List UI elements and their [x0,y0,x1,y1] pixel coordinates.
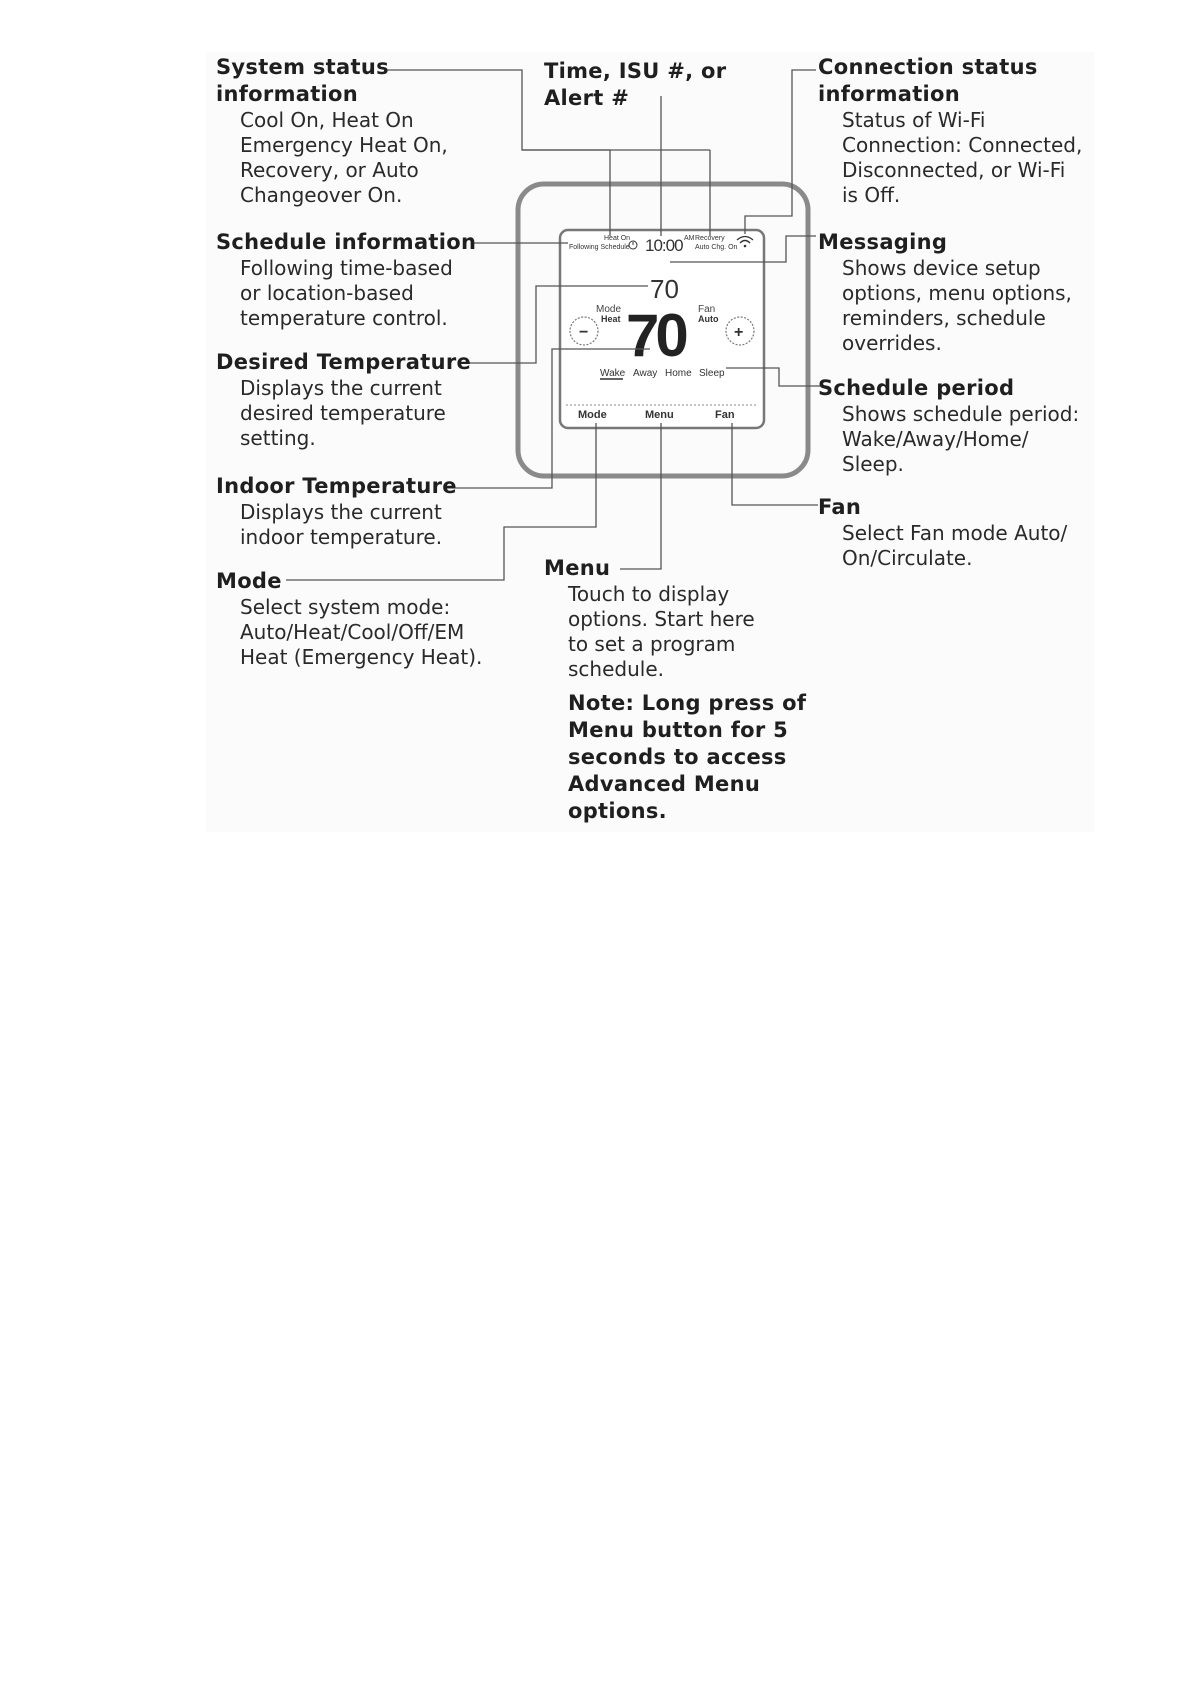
fan-value: Auto [698,314,719,324]
menu-note: Note: Long press of Menu button for 5 seconds to access Advanced Menu options. [568,691,807,823]
callout-time [544,58,726,112]
callout-schedule-period [818,375,1079,477]
time-title: Time, ISU #, or Alert # [544,59,727,110]
auto-chg-label: Auto Chg. On [695,244,738,251]
mode-label: Mode [596,304,622,315]
set-temperature: 70 [650,274,679,304]
callout-indoor-temp [216,473,457,550]
indoor-temp-desc: Displays the current indoor temperature. [240,500,443,549]
period-wake: Wake [600,368,626,379]
callout-system-status [216,54,448,208]
indoor-temperature: 70 [626,302,685,369]
schedule-period-desc: Shows schedule period: Wake/Away/Home/ Sleep. [842,402,1080,476]
menu-button[interactable]: Menu [645,409,674,421]
messaging-title: Messaging [818,230,948,254]
fan-title: Fan [818,495,862,519]
mode-title: Mode [216,569,282,593]
system-status-title: System status information [216,55,389,106]
period-away: Away [633,368,658,379]
menu-title: Menu [544,556,611,580]
desired-temp-title: Desired Temperature [216,350,472,374]
schedule-info-title: Schedule information [216,230,477,254]
mode-value: Heat [601,314,621,324]
period-sleep: Sleep [699,368,725,379]
fan-desc: Select Fan mode Auto/ On/Circulate. [842,521,1068,570]
fan-label: Fan [698,304,716,315]
heat-on-label: Heat On [604,235,631,242]
increase-button[interactable] [726,317,754,345]
desired-temp-desc: Displays the current desired temperature setting. [240,376,446,450]
period-home: Home [665,368,692,379]
mode-desc: Select system mode: Auto/Heat/Cool/Off/EM Heat (Emergency Heat). [240,595,483,669]
connection-title: Connection status information [818,55,1038,106]
connection-desc: Status of Wi-Fi Connection: Connected, Disconnected, or Wi-Fi is Off. [842,108,1083,207]
callout-messaging [818,229,1072,356]
indoor-temp-title: Indoor Temperature [216,474,457,498]
callout-mode [216,568,482,670]
callout-fan [818,494,1067,571]
decrease-button[interactable] [570,317,598,345]
am-label: AM [684,235,695,242]
mode-button[interactable]: Mode [578,409,607,421]
system-status-desc: Cool On, Heat On Emergency Heat On, Recovery, or Auto Changeover On. [240,108,448,207]
time-display: 10:00 [645,236,683,255]
recovery-label: Recovery [695,235,725,242]
callout-schedule-info [216,229,476,331]
callout-menu [544,555,806,825]
fan-button[interactable]: Fan [715,409,735,421]
messaging-desc: Shows device setup options, menu options, reminders, schedule overrides. [842,256,1072,355]
menu-desc: Touch to display options. Start here to set a program schedule. [568,582,755,681]
following-schedule-label: Following Schedule [569,244,630,251]
schedule-period-title: Schedule period [818,376,1015,400]
callout-connection [818,54,1082,208]
schedule-info-desc: Following time-based or location-based temperature control. [240,256,453,330]
minus-icon: − [579,324,589,341]
plus-icon: + [734,324,744,341]
callout-desired-temp [216,349,471,451]
